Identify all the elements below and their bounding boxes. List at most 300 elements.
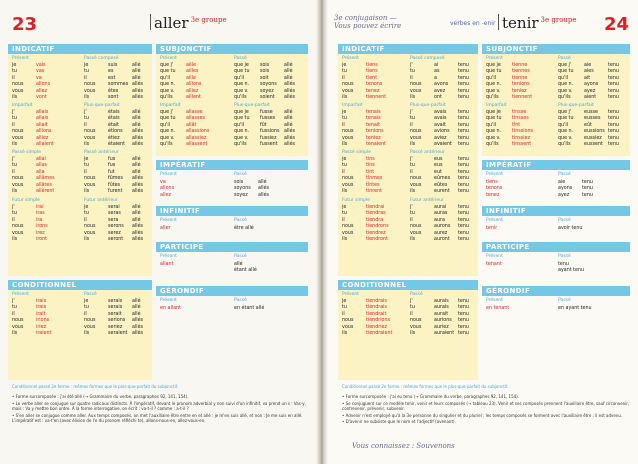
verb-form: étiez <box>108 135 120 141</box>
verb-form: serais <box>108 299 123 304</box>
pronoun: nous <box>84 224 96 230</box>
tense-label: Présent <box>160 172 177 177</box>
verb-form: tiendraient <box>366 331 393 337</box>
pronoun: ayez <box>558 192 570 198</box>
verb-form: alliez <box>186 88 199 94</box>
conjugation-row <box>342 189 382 195</box>
pronoun: j' <box>410 299 413 304</box>
tense-label: Présent <box>486 254 503 259</box>
pronoun: ils <box>84 95 90 101</box>
tense-label: Passé antérieur <box>84 150 119 155</box>
pronoun: j' <box>410 110 413 115</box>
verb-form: avez <box>434 88 446 94</box>
verb-form: eusses <box>584 116 601 122</box>
verb-form: tenu <box>458 129 469 135</box>
verb-group-line: verbes en -enir <box>450 20 496 27</box>
pronoun: nous <box>410 176 422 182</box>
conjugation-row <box>486 142 533 148</box>
verb-form: allés <box>132 135 144 141</box>
verb-form: tenu <box>458 311 469 317</box>
verb-form: tinssions <box>512 129 534 135</box>
pronoun: tu <box>342 305 347 311</box>
verb-form: tenu <box>458 110 469 115</box>
pronoun: ils <box>410 331 416 337</box>
verb-form: allas <box>36 163 48 169</box>
verb-form: allé <box>132 157 141 162</box>
verb-form: suis <box>108 63 118 68</box>
pronoun: nous <box>410 318 422 324</box>
pronoun: que tu <box>234 116 250 122</box>
verb-title: tenir $^{3e groupe}$ <box>498 14 577 32</box>
pronoun: il <box>12 75 15 81</box>
verb-form: allé <box>284 110 293 115</box>
verb-form: tenu <box>458 169 469 175</box>
conjugation-row <box>160 193 174 199</box>
verb-form: avaient <box>434 142 452 148</box>
verb-form: aurais <box>434 299 449 304</box>
verb-form: irons <box>36 224 48 230</box>
pronoun: il <box>410 75 413 81</box>
tense-passe-anterieur <box>410 157 469 195</box>
pronoun: que v. <box>558 135 573 141</box>
pronoun: qu'il <box>558 75 569 81</box>
conjugation-row <box>342 331 392 337</box>
verb-form: tenu <box>608 75 619 81</box>
tense-label: Imparfait <box>342 103 363 108</box>
pronoun: nous <box>410 224 422 230</box>
verb-form: est <box>108 75 116 81</box>
verb-form: tienne <box>512 63 528 68</box>
verb-form: tinssent <box>512 142 532 148</box>
pronoun: que tu <box>486 116 502 122</box>
section-participe: PARTICIPE <box>156 242 308 252</box>
pronoun: que tu <box>486 69 502 75</box>
verb-form: tîntes <box>366 182 380 188</box>
verb-form: allé <box>132 211 141 217</box>
verb-form: tenu <box>608 116 619 122</box>
pronoun: vous <box>342 182 354 188</box>
verb-form: allassiez <box>186 135 207 141</box>
tense-label: Passé simple <box>342 150 372 155</box>
pronoun: je <box>342 299 347 304</box>
pronoun: que tu <box>160 116 176 122</box>
pronoun: il <box>12 169 15 175</box>
pronoun: qu'il <box>234 122 245 128</box>
verb-form: aie <box>584 63 592 68</box>
verb-form: allais <box>36 116 49 122</box>
tense-label: Présent <box>342 292 359 297</box>
pronoun: tu <box>12 305 17 311</box>
pronoun: nous <box>342 224 354 230</box>
tense-label: Passé composé <box>410 56 445 61</box>
conjugation-row <box>234 142 295 148</box>
verb-form: avions <box>434 129 450 135</box>
verb-form: tenu <box>458 237 469 243</box>
pronoun: aie <box>558 180 566 185</box>
tense-futur-anterieur <box>84 205 143 243</box>
pronoun: ils <box>410 237 416 243</box>
verb-form: tenu <box>458 88 469 94</box>
verb-form: sommes <box>108 82 129 88</box>
verb-form: irais <box>36 299 47 304</box>
conditionnel-note: Conditionnel passé 2e forme : mêmes formes que le plus-que-parfait du subjonctif. <box>342 384 509 389</box>
pronoun: qu'il <box>234 75 245 81</box>
pronoun: qu'il <box>486 75 497 81</box>
verb-form: alliez <box>36 135 49 141</box>
verb-form: fûtes <box>108 182 121 188</box>
participe-present: allant <box>160 262 174 267</box>
verb-form: tenait <box>366 122 381 128</box>
tense-label: Présent <box>160 218 177 223</box>
tense-label: Futur antérieur <box>84 198 118 203</box>
verb-form: allés <box>284 95 296 101</box>
pronoun: que j' <box>160 110 174 115</box>
verb-form: étais <box>108 110 120 115</box>
verb-form: allèrent <box>36 189 55 195</box>
pronoun: je <box>84 205 89 210</box>
verb-form: fusse <box>260 110 273 115</box>
tense-imp-passe <box>234 180 269 199</box>
verb-form: tenu <box>608 135 619 141</box>
verb-form: auriez <box>434 324 449 330</box>
section-participe: PARTICIPE <box>482 242 630 252</box>
conjugation-row <box>558 193 593 199</box>
verb-form: allés <box>132 331 144 337</box>
pronoun: tu <box>12 211 17 217</box>
pronoun: tu <box>342 116 347 122</box>
pronoun: que je <box>234 63 249 68</box>
pronoun: il <box>342 122 345 128</box>
tense-label: Présent <box>486 298 503 303</box>
conjugation-row <box>410 142 469 148</box>
tense-label: Présent <box>12 292 29 297</box>
verb-form: tiendra <box>366 217 384 223</box>
verb-form: tenu <box>458 205 469 210</box>
verb-form: serions <box>108 318 126 324</box>
infinitif-passe: être allé <box>234 226 254 231</box>
pronoun: nous <box>342 129 354 135</box>
verb-form: allé <box>132 110 141 115</box>
verb-form: soyons <box>260 82 277 88</box>
verb-form: allés <box>258 192 270 198</box>
pronoun: je <box>12 63 17 68</box>
pronoun: ils <box>410 142 416 148</box>
verb-form: soient <box>260 95 275 101</box>
pronoun: vous <box>410 230 422 236</box>
verb-form: allés <box>132 189 144 195</box>
verb-form: allé <box>132 116 141 122</box>
verb-form: aillent <box>186 95 201 101</box>
pronoun: tu <box>410 163 415 169</box>
verb-form: tenu <box>608 122 619 128</box>
page-number: 23 <box>12 14 38 35</box>
verb-form: tiennent <box>512 95 533 101</box>
verb-form: allés <box>132 82 144 88</box>
verb-form: seraient <box>108 331 128 337</box>
verb-form: étaient <box>108 142 125 148</box>
tense-label: Passé <box>234 56 247 61</box>
verb-form: tenu <box>608 69 619 75</box>
verb-form: va <box>36 75 42 81</box>
verb-form: a <box>434 75 437 81</box>
tense-cond-present <box>12 299 51 337</box>
tense-label: Présent <box>160 56 177 61</box>
verb-form: avais <box>434 110 447 115</box>
tense-label: Passé <box>558 218 571 223</box>
verb-form: tiendrais <box>366 305 387 311</box>
pronoun: j' <box>410 205 413 210</box>
verb-form: allai <box>36 157 46 162</box>
pronoun: il <box>84 217 87 223</box>
pronoun: il <box>410 311 413 317</box>
verb-form: tint <box>366 169 375 175</box>
pronoun: que v. <box>160 135 175 141</box>
verb-form: allé <box>132 205 141 210</box>
verb-form: eurent <box>434 189 450 195</box>
tense-imp-passe <box>558 180 593 199</box>
verb-form: irai <box>36 205 44 210</box>
pronoun: que je <box>486 63 501 68</box>
pronoun: vous <box>12 230 24 236</box>
handwritten-note-top: 3e conjugaison — Vous pouvez écrire <box>334 14 402 30</box>
pronoun: que v. <box>486 135 501 141</box>
pronoun: tu <box>84 69 89 75</box>
verb-form: allais <box>36 110 49 115</box>
pronoun: que j' <box>558 63 572 68</box>
tense-label: Imparfait <box>12 103 33 108</box>
tense-label: Passé <box>558 172 571 177</box>
verb-form: étais <box>108 116 120 122</box>
verb-form: allait <box>36 122 48 128</box>
verb-form: iraient <box>36 331 52 337</box>
verb-form: tînmes <box>366 176 383 182</box>
conjugation-row <box>160 142 209 148</box>
tense-imparfait <box>342 110 386 148</box>
gerondif-passe: en ayant tenu <box>558 306 592 311</box>
pronoun: il <box>342 169 345 175</box>
tense-subj-imparfait <box>486 110 533 148</box>
verb-form: tenu <box>582 192 593 198</box>
verb-form: fus <box>108 163 116 169</box>
tense-label: Futur simple <box>12 198 40 203</box>
verb-form: tinrent <box>366 189 382 195</box>
pronoun: tu <box>410 116 415 122</box>
tense-passe-compose <box>84 63 143 101</box>
tense-label: Présent <box>342 56 359 61</box>
pronoun: sois <box>234 180 244 185</box>
verb-form: allés <box>284 129 296 135</box>
verb-form: allés <box>132 237 144 243</box>
pronoun: nous <box>410 82 422 88</box>
conjugation-row <box>342 142 386 148</box>
pronoun: vous <box>84 324 96 330</box>
tense-plus-que-parfait <box>84 110 143 148</box>
tense-label: Présent <box>486 172 503 177</box>
handwritten-note-bottom: Vous connaissez : Souvenons <box>352 442 455 450</box>
verb-form: seriez <box>108 324 123 330</box>
verb-form: tiens <box>366 69 378 75</box>
pronoun: nous <box>12 176 24 182</box>
verb-form: tenu <box>458 318 469 324</box>
pronoun: que n. <box>486 82 502 88</box>
conjugation-row <box>342 95 386 101</box>
tense-label: Passé <box>558 254 571 259</box>
pronoun: j' <box>12 205 15 210</box>
pronoun: je <box>342 63 347 68</box>
note-item: • Forme surcomposée : j'ai été allé (→ Grammaire du verbe, paragraphes 92, 141, 154). <box>12 394 189 399</box>
pronoun: que tu <box>558 69 574 75</box>
verb-form: tenu <box>458 224 469 230</box>
pronoun: ils <box>84 142 90 148</box>
verb-form: tiendrez <box>366 230 386 236</box>
tense-subj-passe <box>558 63 619 101</box>
participe-passe: allé <box>234 262 243 267</box>
pronoun: qu'ils <box>234 142 247 148</box>
conjugation-row <box>558 142 619 148</box>
verb-form: allé <box>132 75 141 81</box>
pronoun: nous <box>342 176 354 182</box>
pronoun: que v. <box>234 88 249 94</box>
verb-form: va <box>160 180 166 185</box>
conjugation-row <box>84 142 143 148</box>
conjugation-row <box>160 95 201 101</box>
verb-form: allé <box>132 311 141 317</box>
pronoun: vous <box>342 135 354 141</box>
verb-form: allé <box>132 163 141 169</box>
conjugation-row <box>486 193 502 199</box>
pronoun: soyons <box>234 186 251 192</box>
conjugation-row <box>12 237 48 243</box>
verb-form: auront <box>434 237 450 243</box>
verb-form: tiendrons <box>366 224 389 230</box>
section-imperatif: IMPÉRATIF <box>482 160 630 170</box>
verb-form: aviez <box>434 135 447 141</box>
tense-passe-compose <box>410 63 469 101</box>
pronoun: que tu <box>234 69 250 75</box>
tense-subj-pqp <box>558 110 619 148</box>
verb-form: tenu <box>458 75 469 81</box>
conjugation-row <box>410 95 469 101</box>
verb-form: tenu <box>458 189 469 195</box>
gerondif-present: en tenant <box>486 306 510 311</box>
tense-subj-passe <box>234 63 295 101</box>
pronoun: je <box>342 157 347 162</box>
verb-form: tenions <box>512 82 530 88</box>
pronoun: tu <box>84 305 89 311</box>
tense-label: Futur antérieur <box>410 198 444 203</box>
pronoun: vous <box>84 135 96 141</box>
verb-form: allons <box>36 82 51 88</box>
note-item: • D'avenir ne subsiste que le nom et l'adjectif (avenant). <box>342 419 456 425</box>
pronoun: que n. <box>558 82 574 88</box>
verb-form: irez <box>36 230 45 236</box>
conjugation-row <box>410 237 469 243</box>
verb-form: allions <box>36 129 52 135</box>
verb-form: tenu <box>458 116 469 122</box>
verb-form: eûmes <box>434 176 451 182</box>
pronoun: tu <box>12 69 17 75</box>
verb-form: avait <box>434 122 446 128</box>
pronoun: que v. <box>234 135 249 141</box>
verb-form: allât <box>186 122 197 128</box>
verb-form: eut <box>434 169 442 175</box>
verb-form: tenu <box>608 142 619 148</box>
pronoun: nous <box>84 176 96 182</box>
verb-form: irions <box>36 318 50 324</box>
verb-form: sois <box>260 69 270 75</box>
tense-present <box>12 63 50 101</box>
verb-form: vas <box>36 69 45 75</box>
verb-form: aurez <box>434 230 448 236</box>
pronoun: que n. <box>558 129 574 135</box>
verb-form: allons <box>160 186 175 192</box>
verb-form: allés <box>132 176 144 182</box>
verb-form: tenaient <box>366 142 387 148</box>
verb-form: ait <box>584 75 591 81</box>
verb-form: aura <box>434 217 445 223</box>
pronoun: il <box>12 217 15 223</box>
verb-form: tenions <box>366 129 384 135</box>
tense-futur-anterieur <box>410 205 469 243</box>
verb-form: fûmes <box>108 176 123 182</box>
infinitif-passe: avoir tenu <box>558 226 583 231</box>
verb-form: allé <box>132 63 141 68</box>
verb-form: tenais <box>366 116 381 122</box>
pronoun: ils <box>84 331 90 337</box>
verb-form: allés <box>132 129 144 135</box>
verb-form: tenu <box>458 299 469 304</box>
verb-form: tinsse <box>512 110 527 115</box>
pronoun: tu <box>84 163 89 169</box>
verb-form: tiendrions <box>366 318 391 324</box>
tense-label: Futur simple <box>342 198 370 203</box>
verb-form: tins <box>366 157 375 162</box>
verb-form: teniez <box>366 135 381 141</box>
tense-label: Présent <box>486 218 503 223</box>
verb-form: allez <box>36 88 48 94</box>
verb-form: tenu <box>458 324 469 330</box>
tense-label: Passé simple <box>12 150 42 155</box>
verb-form: tiendront <box>366 237 388 243</box>
pronoun: nous <box>84 318 96 324</box>
verb-form: eûtes <box>434 182 448 188</box>
section-gerondif: GÉRONDIF <box>156 286 308 296</box>
tense-passe-anterieur <box>84 157 143 195</box>
tense-label: Passé <box>234 254 247 259</box>
verb-form: sont <box>108 95 119 101</box>
pronoun: nous <box>342 318 354 324</box>
tense-label: Présent <box>12 56 29 61</box>
pronoun: soyez <box>234 192 248 198</box>
tense-subj-pqp <box>234 110 295 148</box>
pronoun: vous <box>84 88 96 94</box>
note-item: • Advenir n'est employé qu'à la 3e personne du singulier et du pluriel ; les temps composés se forment avec l'auxiliaire être : il est advenu. <box>342 412 623 418</box>
pronoun: que n. <box>160 82 176 88</box>
gerondif-passe: en étant allé <box>234 306 265 311</box>
verb-form: allé <box>132 169 141 175</box>
verb-form: allasse <box>186 110 203 115</box>
tense-passe-simple <box>342 157 382 195</box>
conjugation-row <box>410 331 469 337</box>
tense-label: Passé <box>558 56 571 61</box>
page-number: 24 <box>604 14 630 35</box>
verb-form: allé <box>132 299 141 304</box>
pronoun: il <box>84 122 87 128</box>
verb-form: eus <box>434 163 443 169</box>
tense-cond-passe <box>410 299 469 337</box>
pronoun: que v. <box>160 88 175 94</box>
section-gerondif: GÉRONDIF <box>482 286 630 296</box>
